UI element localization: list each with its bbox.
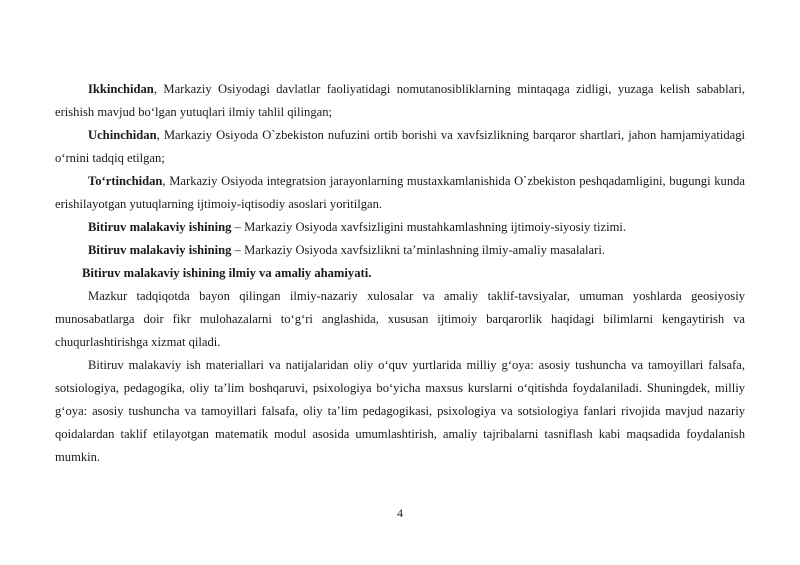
paragraph-research-object bbox=[55, 216, 745, 239]
page-number: 4 bbox=[397, 506, 403, 520]
paragraph-text: , Markaziy Osiyoda O`zbekiston nufuzini ortib borishi va xavfsizlikning barqaror shartlari, jahon hamjamiyatidagi o‘rnini tadqiq etilgan; bbox=[55, 128, 745, 165]
paragraph-tortinchidan bbox=[55, 170, 745, 216]
paragraph-text: – Markaziy Osiyoda xavfsizligini mustahkamlashning ijtimoiy-siyosiy tizimi. bbox=[231, 220, 627, 234]
paragraph-lead: Ikkinchidan bbox=[88, 82, 154, 96]
paragraph-text: – Markaziy Osiyoda xavfsizlikni ta’minlashning ilmiy-amaliy masalalari. bbox=[231, 243, 605, 257]
paragraph-research-subject bbox=[55, 239, 745, 262]
paragraph-uchinchidan bbox=[55, 124, 745, 170]
paragraph-lead: Bitiruv malakaviy ishining bbox=[88, 220, 232, 234]
paragraph-lead: To‘rtinchidan bbox=[88, 174, 163, 188]
paragraph-ikkinchidan bbox=[55, 78, 745, 124]
document-body bbox=[55, 78, 745, 469]
paragraph-lead: Uchinchidan bbox=[88, 128, 157, 142]
body-paragraph: Bitiruv malakaviy ish materiallari va natijalaridan oliy o‘quv yurtlarida milliy g‘oya: asosiy tushuncha va tamoyillari falsafa, sotsiologiya, pedagogika, oliy ta’lim boshqaruvi, psixologiya bo‘yicha maxsus kurslarni o‘qitishda foydalaniladi. Shuningdek, milliy g‘oya: asosiy tushuncha va tamoyillari falsafa, oliy ta’lim pedagogikasi, psixologiya va sotsiologiya fanlari rivojida mavjud nazariy qoidalardan taklif etilayotgan matematik modul asosida umumlashtirish, amaliy tajribalarni tasniflash kabi maqsadida foydalanish mumkin. bbox=[55, 358, 745, 464]
paragraph-text: , Markaziy Osiyodagi davlatlar faoliyatidagi nomutanosibliklarning mintaqaga zidligi, yuzaga kelish sabablari, erishish mavjud bo‘lgan yutuqlari ilmiy tahlil qilingan; bbox=[55, 82, 745, 119]
body-paragraph: Mazkur tadqiqotda bayon qilingan ilmiy-nazariy xulosalar va amaliy taklif-tavsiyalar, umuman yoshlarda geosiyosiy munosabatlarga doir fikr mulohazalarni to‘g‘ri anglashida, xususan ijtimoiy barqarorlik haqidagi bilimlarni kengaytirish va chuqurlashtirishga xizmat qiladi. bbox=[55, 289, 745, 349]
paragraph-lead: Bitiruv malakaviy ishining bbox=[88, 243, 232, 257]
paragraph-text: , Markaziy Osiyoda integratsion jarayonlarning mustaxkamlanishida O`zbekiston peshqadamligini, bugungi kunda erishilayotgan yutuqlarning ijtimoiy-iqtisodiy asoslari yoritilgan. bbox=[55, 174, 745, 211]
section-heading: Bitiruv malakaviy ishining ilmiy va amaliy ahamiyati. bbox=[82, 266, 372, 280]
